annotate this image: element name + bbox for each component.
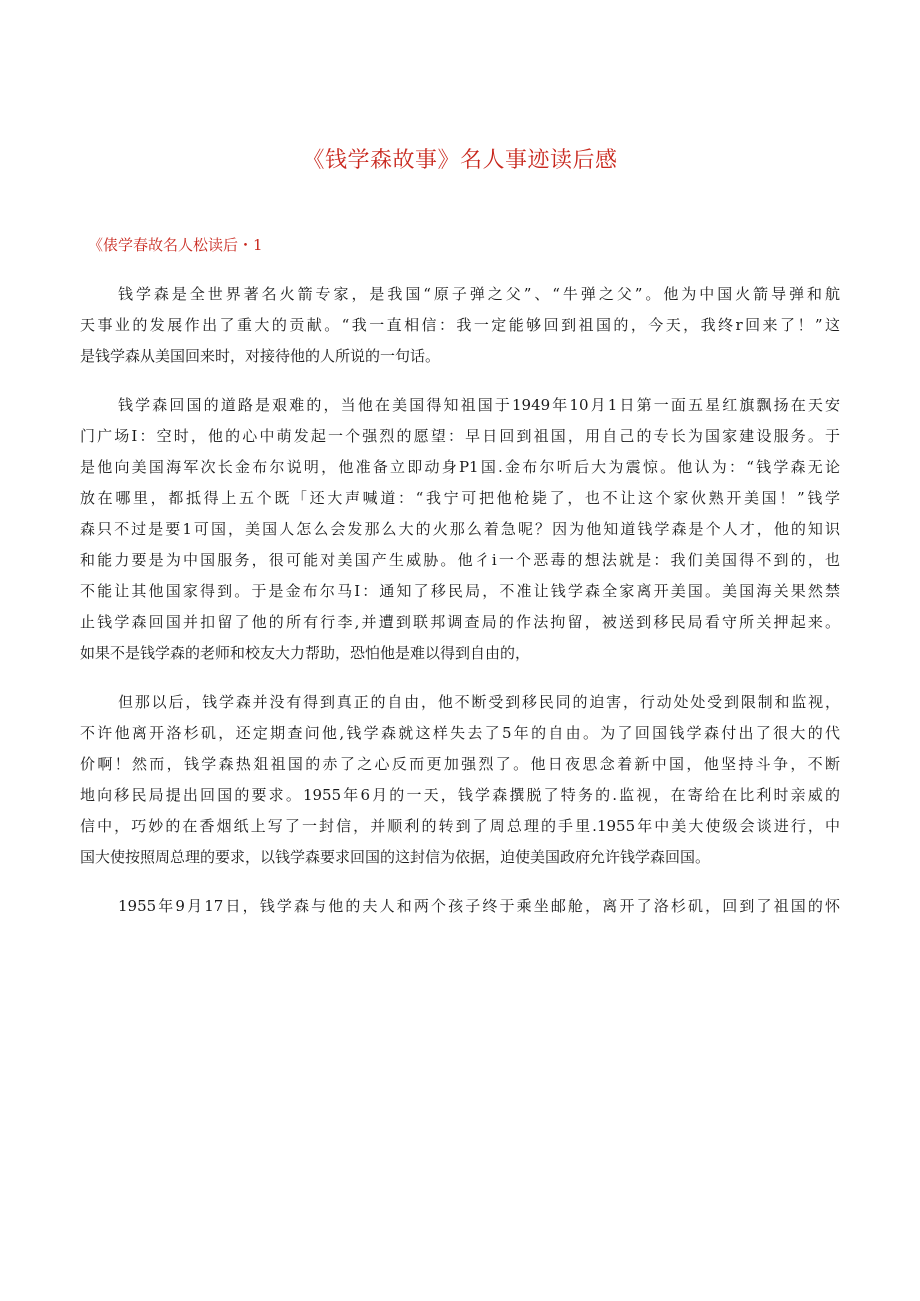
text-line: 信中，巧妙的在香烟纸上写了一封信，并顺利的转到了周总理的手里.1955年中美大使级会谈进行，中 <box>80 817 840 835</box>
text-line: 但那以后，钱学森并没有得到真正的自由，他不断受到移民同的迫害，行动处处受到限制和监视， <box>118 693 840 711</box>
document-body <box>80 279 840 922</box>
text-line: 钱学森是全世界著名火箭专家，是我国“原子弹之父”、“牛弹之父”。他为中国火箭导弹和航 <box>118 285 840 303</box>
paragraph <box>80 390 840 669</box>
text-line: 地向移民局提出回国的要求。1955年6月的一天，钱学森撰脱了特务的.监视，在寄给在比利时亲威的 <box>80 786 840 804</box>
text-line: 价啊！然而，钱学森热爼祖国的赤了之心反而更加强烈了。他日夜思念着新中国，他坚持斗争，不断 <box>80 755 840 773</box>
text-line: 门广场I：空时，他的心中萌发起一个强烈的愿望：早日回到祖国，用自己的专长为国家建设服务。于 <box>80 427 840 445</box>
document-title: 《钱学森故事》名人事迹读后感 <box>302 148 618 173</box>
text-line: 不能让其他国家得到。于是金布尔马I：通知了移民局，不准让钱学森全家离开美国。美国海关果然禁 <box>80 582 840 600</box>
text-line: 国大使按照周总理的要求，以钱学森要求回国的这封信为依据，迫使美国政府允许钱学森回国。 <box>80 848 711 866</box>
paragraph <box>80 687 840 873</box>
text-line: 是他向美国海军次长金布尔说明，他准备立即动身P1国.金布尔听后大为震惊。他认为：“钱学森无论 <box>80 458 840 476</box>
text-line: 如果不是钱学森的老师和校友大力帮助，恐怕他是难以得到自由的， <box>80 644 531 662</box>
text-line: 森只不过是要1可国，美国人怎么会发那么大的火那么着急呢？因为他知道钱学森是个人才，他的知识 <box>80 520 840 538</box>
text-line: 钱学森回国的道路是艰难的，当他在美国得知祖国于1949年10月1日第一面五星红旗飘扬在天安 <box>118 396 840 414</box>
document-subtitle: 《俵学春故名人松读后・1 <box>88 236 263 254</box>
text-line: 放在哪里，都抵得上五个既「还大声喊道：“我宁可把他枪毙了，也不让这个家伙熟开美国！”钱学 <box>80 489 840 507</box>
text-line: 不许他离开洛杉矶，还定期查问他,钱学森就这样失去了5年的自由。为了回国钱学森付出了很大的代 <box>80 724 840 742</box>
text-line: 天事业的发展作出了重大的贡献。“我一直相信：我一定能够回到祖国的，今天，我终r回来了！”这 <box>80 316 840 334</box>
text-line: 1955年9月17日，钱学森与他的夫人和两个孩子终于乘坐邮舱，离开了洛杉矶，回到了祖国的怀 <box>118 897 840 915</box>
text-line: 是钱学森从美国回来时，对接待他的人所说的一句话。 <box>80 347 441 365</box>
text-line: 和能力要是为中国服务，很可能对美国产生威胁。他彳i一个恶毒的想法就是：我们美国得不到的，也 <box>80 551 840 569</box>
paragraph <box>80 279 840 372</box>
text-line: 止钱学森回国并扣留了他的所有行李,并遭到联邦调查局的作法拘留，被送到移民局看守所关押起来。 <box>80 613 840 631</box>
paragraph <box>80 891 840 922</box>
